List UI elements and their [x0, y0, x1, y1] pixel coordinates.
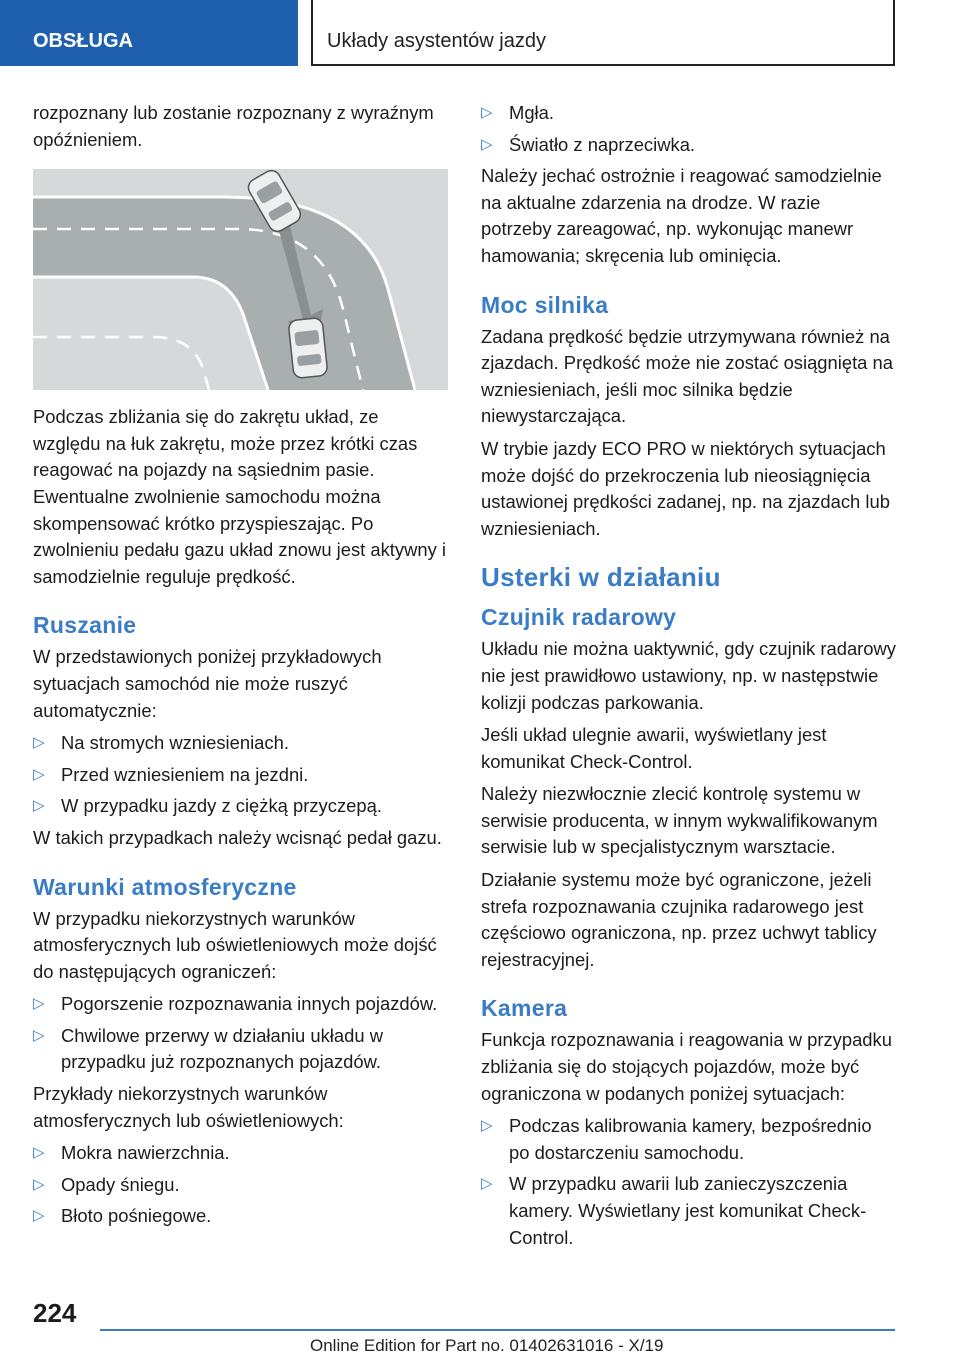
bullet-triangle-icon: ▷	[33, 797, 45, 815]
moc-text-2: W trybie jazdy ECO PRO w niektórych sytuacjach może dojść do przekroczenia lub nieosiągnięcia ustawionej prędkości zadanej, np. na zjazdach lub wzniesieniach.	[481, 437, 890, 539]
curve-illustration	[33, 169, 448, 390]
section-tab[interactable]: OBSŁUGA	[0, 0, 298, 66]
list-item: ▷ Na stromych wzniesieniach.	[33, 730, 448, 757]
ruszanie-list	[33, 730, 448, 820]
heading-czujnik: Czujnik radarowy	[481, 604, 677, 631]
heading-moc-silnika: Moc silnika	[481, 291, 609, 318]
czujnik-text-1: Układu nie można uaktywnić, gdy czujnik radarowy nie jest prawidłowo ustawiony, np. w następstwie kolizji podczas parkowania.	[481, 638, 897, 713]
heading-usterki: Usterki w działaniu	[481, 562, 721, 593]
bullet-triangle-icon: ▷	[481, 1175, 493, 1193]
bullet-triangle-icon: ▷	[33, 1026, 45, 1044]
list-item: ▷ Przed wzniesieniem na jezdni.	[33, 762, 448, 789]
bullet-triangle-icon: ▷	[33, 734, 45, 752]
list-item: ▷ Chwilowe przerwy w działaniu układu w przypadku już rozpoznanych pojazdów.	[33, 1024, 383, 1073]
list-item: ▷ Mokra nawierzchnia.	[33, 1140, 448, 1167]
kamera-text: Funkcja rozpoznawania i reagowania w przypadku zbliżania się do stojących pojazdów, może być ograniczona w podanych poniżej sytuacjach:	[481, 1029, 892, 1104]
bullet-triangle-icon: ▷	[33, 1207, 45, 1225]
left-column	[33, 100, 448, 1235]
czujnik-text-3: Należy niezwłocznie zlecić kontrolę systemu w serwisie producenta, w innym wykwalifikowanym serwisie lub w specjalistycznym warsztacie.	[481, 783, 878, 858]
przyklady-text: Przykłady niekorzystnych warunków atmosferycznych lub oświetleniowych:	[33, 1083, 344, 1131]
heading-ruszanie: Ruszanie	[33, 612, 137, 639]
heading-warunki: Warunki atmosferyczne	[33, 873, 297, 900]
list-item: ▷ Światło z naprzeciwka.	[481, 132, 896, 159]
bullet-triangle-icon: ▷	[33, 995, 45, 1013]
list-item: ▷ W przypadku awarii lub zanieczyszczenia kamery. Wyświetlany jest komunikat Check-Control.	[481, 1173, 867, 1248]
bullet-triangle-icon: ▷	[481, 104, 493, 121]
list-item: ▷ Pogorszenie rozpoznawania innych pojazdów.	[33, 991, 448, 1018]
ruszanie-text: W przedstawionych poniżej przykładowych sytuacjach samochód nie może ruszyć automatycznie:	[33, 646, 382, 721]
czujnik-text-2: Jeśli układ ulegnie awarii, wyświetlany jest komunikat Check-Control.	[481, 724, 827, 772]
przyklady-list	[33, 1140, 448, 1230]
list-item: ▷ Opady śniegu.	[33, 1172, 448, 1199]
warunki-text: W przypadku niekorzystnych warunków atmosferycznych lub oświetleniowych może dojść do następujących ograniczeń:	[33, 907, 437, 982]
right-column	[481, 100, 896, 1256]
czujnik-text-4: Działanie systemu może być ograniczone, jeżeli strefa rozpoznawania czujnika radarowego jest częściowo ograniczona, np. przez uchwyt tablicy rejestracyjnej.	[481, 869, 877, 970]
ostroznie-text: Należy jechać ostrożnie i reagować samodzielnie na aktualne zdarzenia na drodze. W razie potrzeby zareagować, np. wykonując manewr hamowania; skręcenia lub ominięcia.	[481, 165, 882, 266]
bullet-triangle-icon: ▷	[481, 135, 493, 153]
list-item: ▷ Podczas kalibrowania kamery, bezpośrednio po dostarczeniu samochodu.	[481, 1115, 872, 1163]
chapter-title: Układy asystentów jazdy	[311, 0, 895, 66]
top-list	[481, 100, 896, 158]
bullet-triangle-icon: ▷	[33, 1175, 45, 1193]
bullet-triangle-icon: ▷	[33, 765, 45, 783]
moc-text-1: Zadana prędkość będzie utrzymywana również na zjazdach. Prędkość może nie zostać osiągnięta na wzniesieniach, jeśli moc silnika będzie niewystarczająca.	[481, 325, 893, 427]
warunki-list	[33, 991, 448, 1076]
page-header	[0, 0, 960, 66]
bullet-triangle-icon: ▷	[33, 1144, 45, 1162]
heading-kamera: Kamera	[481, 995, 568, 1022]
list-item: ▷ Błoto pośniegowe.	[33, 1203, 448, 1230]
bullet-triangle-icon: ▷	[481, 1117, 493, 1135]
ruszanie-note: W takich przypadkach należy wcisnąć pedał gazu.	[33, 826, 442, 848]
list-item: ▷ W przypadku jazdy z ciężką przyczepą.	[33, 793, 448, 820]
list-item: ▷ Mgła.	[481, 100, 896, 127]
footer-edition: Online Edition for Part no. 01402631016 - X/19	[310, 1336, 664, 1355]
kamera-list	[481, 1113, 896, 1251]
page-number: 224	[33, 1298, 77, 1328]
curve-paragraph: Podczas zbliżania się do zakrętu układ, ze względu na łuk zakrętu, może przez krótki czas reagować na pojazdy na sąsiednim pasie. Ewentualne zwolnienie samochodu można skompensować krótko przyspieszając. Po zwolnieniu pedału gazu układ znowu jest aktywny i samodzielnie reguluje prędkość.	[33, 406, 447, 587]
footer-divider	[100, 1329, 895, 1331]
intro-text: rozpoznany lub zostanie rozpoznany z wyraźnym opóźnieniem.	[33, 102, 434, 150]
